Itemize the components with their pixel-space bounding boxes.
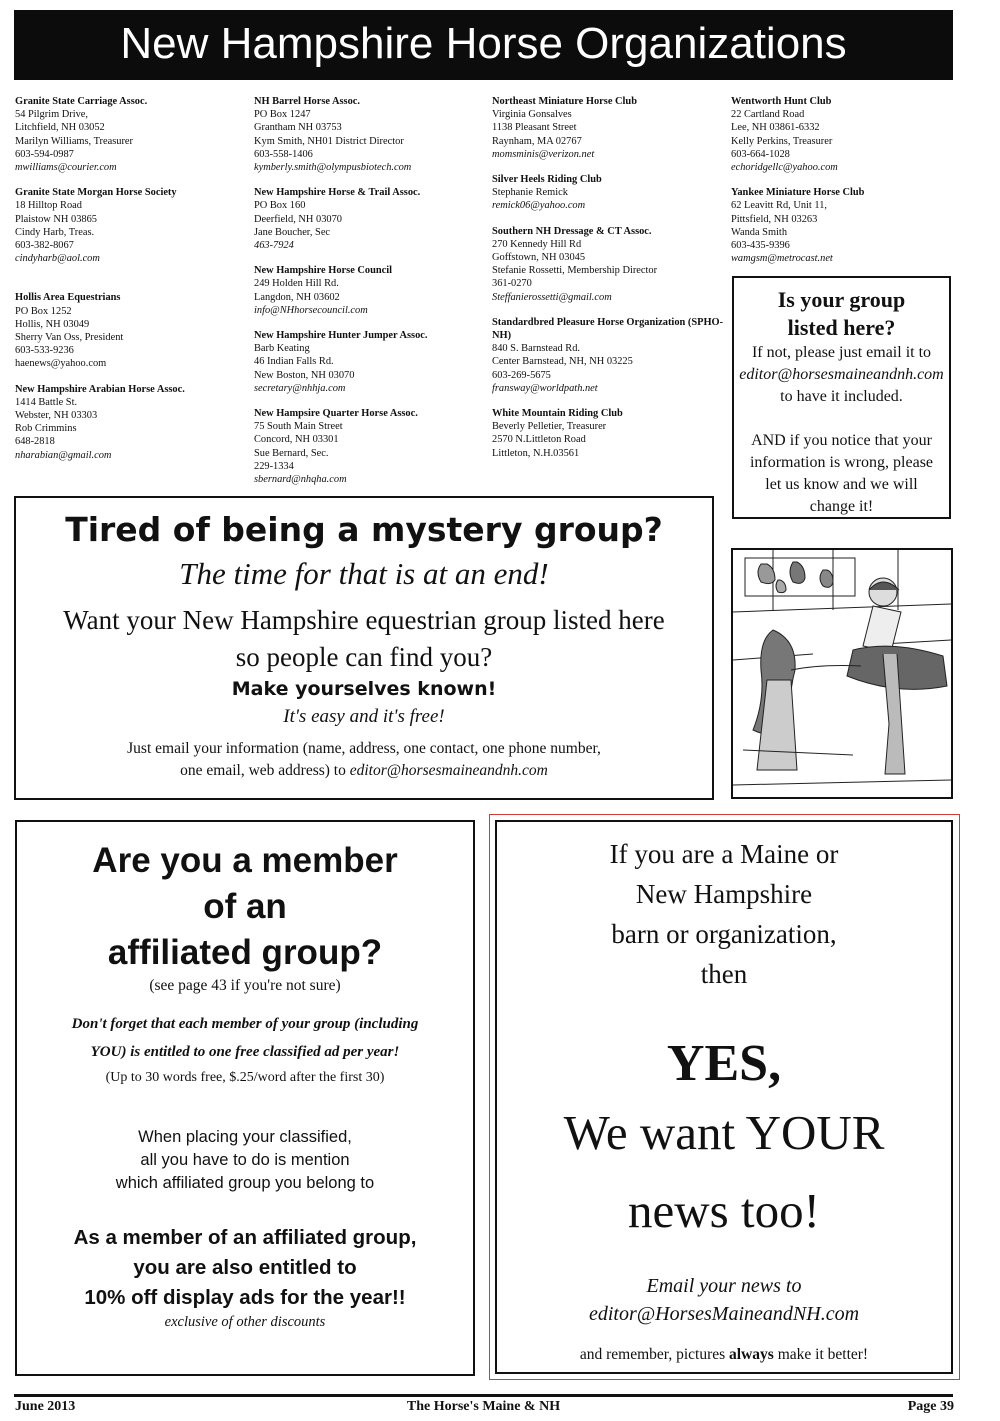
member-bold-italic: Don't forget that each member of your group (including bbox=[71, 1016, 419, 1032]
org-email: kymberly.smith@olympusbiotech.com bbox=[254, 162, 412, 174]
mystery-email-link[interactable]: editor@horsesmaineandnh.com bbox=[349, 762, 548, 779]
org-line: Marilyn Williams, Treasurer bbox=[15, 135, 134, 147]
org-entry bbox=[15, 186, 245, 265]
org-line: PO Box 1247 bbox=[254, 109, 311, 121]
member-discount: you are also entitled to bbox=[133, 1256, 357, 1279]
mystery-small-line-2 bbox=[16, 760, 712, 782]
listed-email-link[interactable]: editor@horsesmaineandnh.com bbox=[739, 366, 944, 383]
org-name: New Hampshire Horse & Trail Assoc. bbox=[254, 187, 421, 199]
yes-email-intro: Email your news to bbox=[646, 1275, 802, 1297]
org-line: 603-435-9396 bbox=[731, 240, 790, 252]
org-line: Jane Boucher, Sec bbox=[254, 226, 331, 238]
org-column-1 bbox=[15, 95, 245, 474]
listed-text: information is wrong, please bbox=[749, 454, 934, 471]
org-line: PO Box 1252 bbox=[15, 305, 72, 317]
org-line: Grantham NH 03753 bbox=[254, 122, 342, 134]
listed-text: If not, please just email it to bbox=[751, 344, 932, 361]
org-line: Center Barnstead, NH, NH 03225 bbox=[492, 356, 633, 368]
org-line: PO Box 160 bbox=[254, 200, 306, 212]
mystery-italic: It's easy and it's free! bbox=[283, 706, 445, 727]
org-email: remick06@yahoo.com bbox=[492, 200, 586, 212]
org-entry bbox=[254, 264, 484, 317]
org-line: Wanda Smith bbox=[731, 226, 788, 238]
org-entry bbox=[731, 95, 961, 174]
org-line: Littleton, N.H.03561 bbox=[492, 447, 580, 459]
org-line: 1414 Battle St. bbox=[15, 396, 78, 408]
rider-illustration bbox=[731, 548, 953, 799]
member-paragraph: all you have to do is mention bbox=[140, 1151, 350, 1169]
org-column-2 bbox=[254, 95, 484, 498]
org-line: Virginia Gonsalves bbox=[492, 109, 572, 121]
org-line: 648-2818 bbox=[15, 436, 55, 448]
org-line: 1138 Pleasant Street bbox=[492, 122, 577, 134]
org-name: Southern NH Dressage & CT Assoc. bbox=[492, 225, 652, 237]
mystery-line: so people can find you? bbox=[235, 642, 493, 672]
org-line: Concord, NH 03301 bbox=[254, 434, 339, 446]
mystery-subhead: The time for that is at an end! bbox=[179, 556, 549, 591]
org-entry bbox=[492, 225, 724, 304]
org-entry bbox=[15, 291, 245, 370]
org-line: 229-1334 bbox=[254, 460, 294, 472]
mystery-small: Just email your information (name, address, one contact, one phone number, bbox=[127, 740, 601, 757]
footer-date: June 2013 bbox=[15, 1399, 76, 1414]
org-name: New Hampsire Quarter Horse Assoc. bbox=[254, 408, 418, 420]
yes-intro: New Hampshire bbox=[635, 879, 813, 909]
org-line: Sue Bernard, Sec. bbox=[254, 447, 329, 459]
mystery-group-ad bbox=[14, 496, 714, 800]
org-email: echoridgellc@yahoo.com bbox=[731, 162, 838, 174]
mystery-headline: Tired of being a mystery group? bbox=[65, 510, 663, 549]
org-line: New Boston, NH 03070 bbox=[254, 369, 355, 381]
yes-want: news too! bbox=[628, 1183, 820, 1238]
org-line: 62 Leavitt Rd, Unit 11, bbox=[731, 200, 828, 212]
org-name: Granite State Carriage Assoc. bbox=[15, 96, 148, 107]
org-line: 270 Kennedy Hill Rd bbox=[492, 238, 582, 250]
footer-publication: The Horse's Maine & NH bbox=[406, 1399, 561, 1414]
org-line: 54 Pilgrim Drive, bbox=[15, 109, 89, 121]
org-line: 603-558-1406 bbox=[254, 148, 313, 160]
footer-rule bbox=[14, 1394, 953, 1397]
yes-intro: then bbox=[700, 959, 748, 989]
yes-want: We want YOUR bbox=[563, 1105, 885, 1160]
org-line: 361-0270 bbox=[492, 278, 532, 290]
org-entry bbox=[492, 407, 724, 460]
affiliated-member-ad bbox=[15, 820, 475, 1376]
org-email: sbernard@nhqha.com bbox=[254, 474, 347, 486]
yes-headline: YES, bbox=[666, 1035, 782, 1092]
org-email: secretary@nhhja.com bbox=[254, 382, 346, 394]
listed-text: let us know and we will bbox=[765, 476, 918, 493]
org-line: 249 Holden Hill Rd. bbox=[254, 278, 339, 290]
org-line: Stefanie Rossetti, Membership Director bbox=[492, 265, 658, 277]
org-line: Langdon, NH 03602 bbox=[254, 291, 340, 303]
org-entry bbox=[254, 95, 484, 174]
org-line: 18 Hilltop Road bbox=[15, 200, 82, 212]
org-email: cindyharb@aol.com bbox=[15, 253, 100, 265]
org-name: Northeast Miniature Horse Club bbox=[492, 96, 637, 107]
org-line: 2570 N.Littleton Road bbox=[492, 434, 586, 446]
org-line: Webster, NH 03303 bbox=[15, 410, 98, 422]
org-entry bbox=[15, 95, 245, 174]
org-line: haenews@yahoo.com bbox=[15, 358, 107, 370]
listed-heading-2: listed here? bbox=[787, 315, 896, 340]
yes-intro: If you are a Maine or bbox=[609, 839, 839, 869]
org-email: fransway@worldpath.net bbox=[492, 382, 598, 394]
member-discount: 10% off display ads for the year!! bbox=[84, 1286, 406, 1309]
member-exclusive: exclusive of other discounts bbox=[164, 1314, 326, 1330]
org-line: 75 South Main Street bbox=[254, 421, 343, 433]
member-headline: Are you a member bbox=[92, 841, 398, 880]
member-paragraph: which affiliated group you belong to bbox=[115, 1174, 375, 1192]
org-entry bbox=[492, 95, 724, 161]
org-email: nharabian@gmail.com bbox=[15, 449, 112, 461]
org-line: Stephanie Remick bbox=[492, 187, 568, 199]
org-entry bbox=[731, 186, 961, 265]
org-line: Plaistow NH 03865 bbox=[15, 213, 97, 225]
org-line: Beverly Pelletier, Treasurer bbox=[492, 421, 607, 433]
mystery-bold: Make yourselves known! bbox=[231, 678, 497, 700]
org-line: Barb Keating bbox=[254, 343, 310, 355]
org-entry bbox=[254, 407, 484, 486]
org-line: Kym Smith, NH01 District Director bbox=[254, 135, 404, 147]
member-paragraph: When placing your classified, bbox=[138, 1128, 352, 1146]
org-entry bbox=[15, 383, 245, 462]
page-banner bbox=[14, 10, 953, 80]
org-entry bbox=[254, 186, 484, 252]
member-headline: affiliated group? bbox=[107, 933, 383, 972]
org-line: Kelly Perkins, Treasurer bbox=[731, 135, 833, 147]
org-email: Steffanierossetti@gmail.com bbox=[492, 291, 612, 303]
org-entry bbox=[492, 173, 724, 213]
mystery-line: Want your New Hampshire equestrian group listed here bbox=[63, 605, 665, 635]
yes-intro: barn or organization, bbox=[611, 919, 837, 949]
org-phone: 463-7924 bbox=[254, 240, 294, 252]
org-name: NH Barrel Horse Assoc. bbox=[254, 96, 361, 107]
org-email: info@NHhorsecouncil.com bbox=[254, 304, 368, 316]
member-discount: As a member of an affiliated group, bbox=[73, 1226, 417, 1249]
org-name: Yankee Miniature Horse Club bbox=[731, 187, 865, 199]
org-entry bbox=[254, 329, 484, 395]
org-column-3 bbox=[492, 95, 724, 472]
org-line: 22 Cartland Road bbox=[731, 109, 805, 121]
org-email: mwilliams@courier.com bbox=[15, 162, 117, 174]
org-line: 603-594-0987 bbox=[15, 148, 74, 160]
org-line: Lee, NH 03861-6332 bbox=[731, 122, 820, 134]
yes-news-ad bbox=[495, 820, 953, 1374]
org-name: Silver Heels Riding Club bbox=[492, 174, 602, 186]
org-line: 46 Indian Falls Rd. bbox=[254, 356, 334, 368]
org-line: Deerfield, NH 03070 bbox=[254, 213, 343, 225]
member-note: (Up to 30 words free, $.25/word after the first 30) bbox=[105, 1070, 385, 1085]
yes-remember-text: make it better! bbox=[773, 1346, 869, 1363]
org-name: Granite State Morgan Horse Society bbox=[15, 187, 177, 199]
org-line: 603-664-1028 bbox=[731, 148, 790, 160]
org-name: Wentworth Hunt Club bbox=[731, 96, 832, 107]
yes-email-link[interactable]: editor@HorsesMaineandNH.com bbox=[588, 1303, 860, 1325]
org-line: Pittsfield, NH 03263 bbox=[731, 213, 818, 225]
org-line: 603-269-5675 bbox=[492, 369, 551, 381]
org-name: New Hampshire Hunter Jumper Assoc. bbox=[254, 330, 428, 342]
org-name: White Mountain Riding Club bbox=[492, 408, 623, 420]
org-column-4 bbox=[731, 95, 961, 277]
yes-remember-text: and remember, pictures bbox=[579, 1346, 730, 1363]
org-line: Hollis, NH 03049 bbox=[15, 318, 90, 330]
org-email: wamgsm@metrocast.net bbox=[731, 253, 833, 265]
org-line: Rob Crimmins bbox=[15, 423, 77, 435]
yes-remember bbox=[497, 1344, 951, 1366]
listed-text: to have it included. bbox=[780, 388, 903, 405]
org-line: 603-382-8067 bbox=[15, 240, 74, 252]
listed-text: change it! bbox=[809, 498, 874, 515]
org-line: 840 S. Barnstead Rd. bbox=[492, 343, 581, 355]
listed-heading-1: Is your group bbox=[777, 287, 906, 312]
org-line: Raynham, MA 02767 bbox=[492, 135, 582, 147]
org-line: Sherry Van Oss, President bbox=[15, 332, 124, 344]
org-name: New Hampshire Arabian Horse Assoc. bbox=[15, 383, 185, 395]
listed-text: AND if you notice that your bbox=[751, 432, 932, 449]
member-bold-italic: YOU) is entitled to one free classified ad per year! bbox=[90, 1044, 400, 1060]
org-name: New Hampshire Horse Council bbox=[254, 265, 393, 277]
member-headline: of an bbox=[203, 887, 287, 926]
member-see-page: (see page 43 if you're not sure) bbox=[149, 977, 341, 994]
page-title: New Hampshire Horse Organizations bbox=[120, 19, 847, 68]
listed-here-box bbox=[732, 276, 951, 519]
org-email: momsminis@verizon.net bbox=[492, 148, 595, 160]
yes-remember-always: always bbox=[729, 1346, 774, 1363]
org-name: Standardbred Pleasure Horse Organization (SPHO-NH) bbox=[492, 316, 724, 342]
org-line: Litchfield, NH 03052 bbox=[15, 122, 105, 134]
footer-page-number: Page 39 bbox=[907, 1399, 954, 1414]
rider-illustration-drawing bbox=[733, 550, 951, 797]
org-name: Hollis Area Equestrians bbox=[15, 292, 121, 304]
org-line: Goffstown, NH 03045 bbox=[492, 252, 586, 264]
org-line: Cindy Harb, Treas. bbox=[15, 226, 95, 238]
org-line: 603-533-9236 bbox=[15, 345, 74, 357]
mystery-small-text: one email, web address) to bbox=[180, 762, 350, 779]
org-entry bbox=[492, 316, 724, 395]
